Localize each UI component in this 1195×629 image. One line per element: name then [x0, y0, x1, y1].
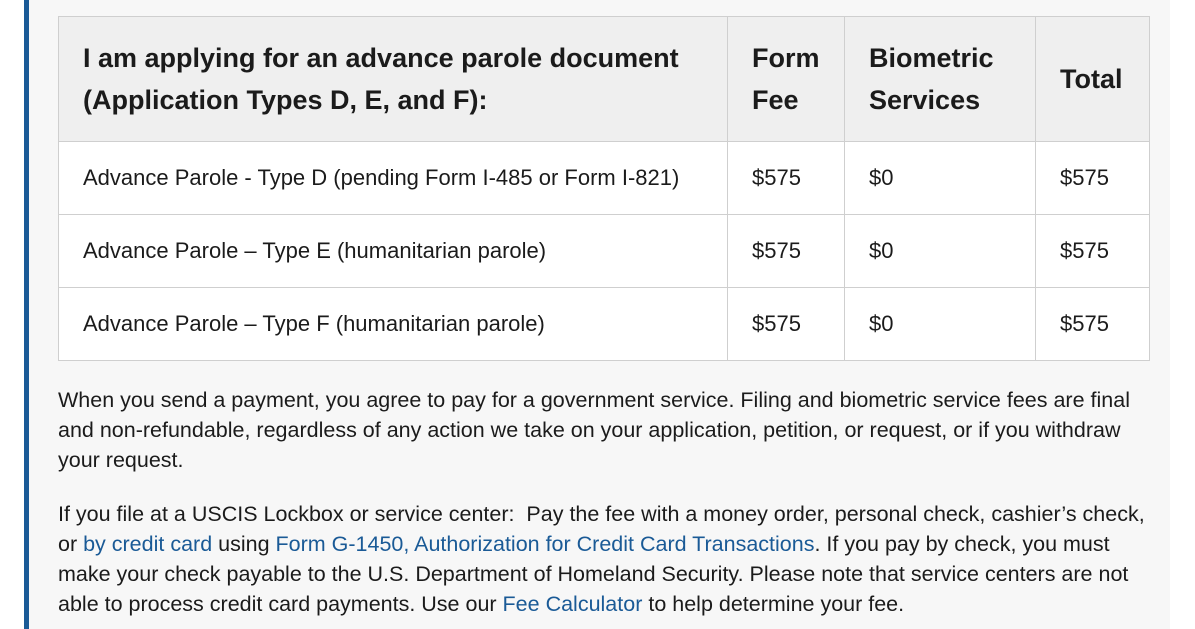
payment-method-text-2: using [212, 532, 276, 556]
header-form-fee: Form Fee [728, 17, 845, 142]
row-type-f-total: $575 [1036, 288, 1150, 361]
payment-method-paragraph [58, 499, 1148, 619]
row-type-f-label: Advance Parole – Type F (humanitarian parole) [59, 288, 728, 361]
form-g-1450-link[interactable]: Form G-1450, Authorization for Credit Card Transactions [275, 532, 815, 556]
row-type-e-form-fee: $575 [728, 215, 845, 288]
header-biometric-services: Biometric Services [845, 17, 1036, 142]
fee-table [58, 16, 1150, 361]
payment-agreement-paragraph: When you send a payment, you agree to pay for a government service. Filing and biometric service fees are final and non-refundable, regardless of any action we take on your application, petition, or request, or if you withdraw your request. [58, 388, 1130, 472]
row-type-e-biometric-fee: $0 [845, 215, 1036, 288]
payment-method-text-1: If you file at a USCIS Lockbox or service center: Pay the fee with a money order, personal check, cashier’s check, or [58, 502, 1145, 556]
content-panel [24, 0, 1170, 629]
row-type-f-form-fee: $575 [728, 288, 845, 361]
row-type-e-label: Advance Parole – Type E (humanitarian parole) [59, 215, 728, 288]
row-type-d-total: $575 [1036, 142, 1150, 215]
row-type-f-biometric-fee: $0 [845, 288, 1036, 361]
payment-method-text-4: to help determine your fee. [642, 592, 905, 616]
credit-card-link[interactable]: by credit card [83, 532, 213, 556]
payment-method-text-3: . If you pay by check, you must make your check payable to the U.S. Department of Homeland Security. Please note that service centers are not able to process credit card payments. Use our [58, 532, 1129, 616]
fee-calculator-link[interactable]: Fee Calculator [502, 592, 643, 616]
table-row [59, 288, 1150, 361]
table-row [59, 142, 1150, 215]
row-type-d-form-fee: $575 [728, 142, 845, 215]
row-type-d-label: Advance Parole - Type D (pending Form I-485 or Form I-821) [59, 142, 728, 215]
row-type-e-total: $575 [1036, 215, 1150, 288]
table-row [59, 215, 1150, 288]
header-application-type: I am applying for an advance parole document (Application Types D, E, and F): [59, 17, 728, 142]
table-header-row [59, 17, 1150, 142]
row-type-d-biometric-fee: $0 [845, 142, 1036, 215]
header-total: Total [1036, 17, 1150, 142]
